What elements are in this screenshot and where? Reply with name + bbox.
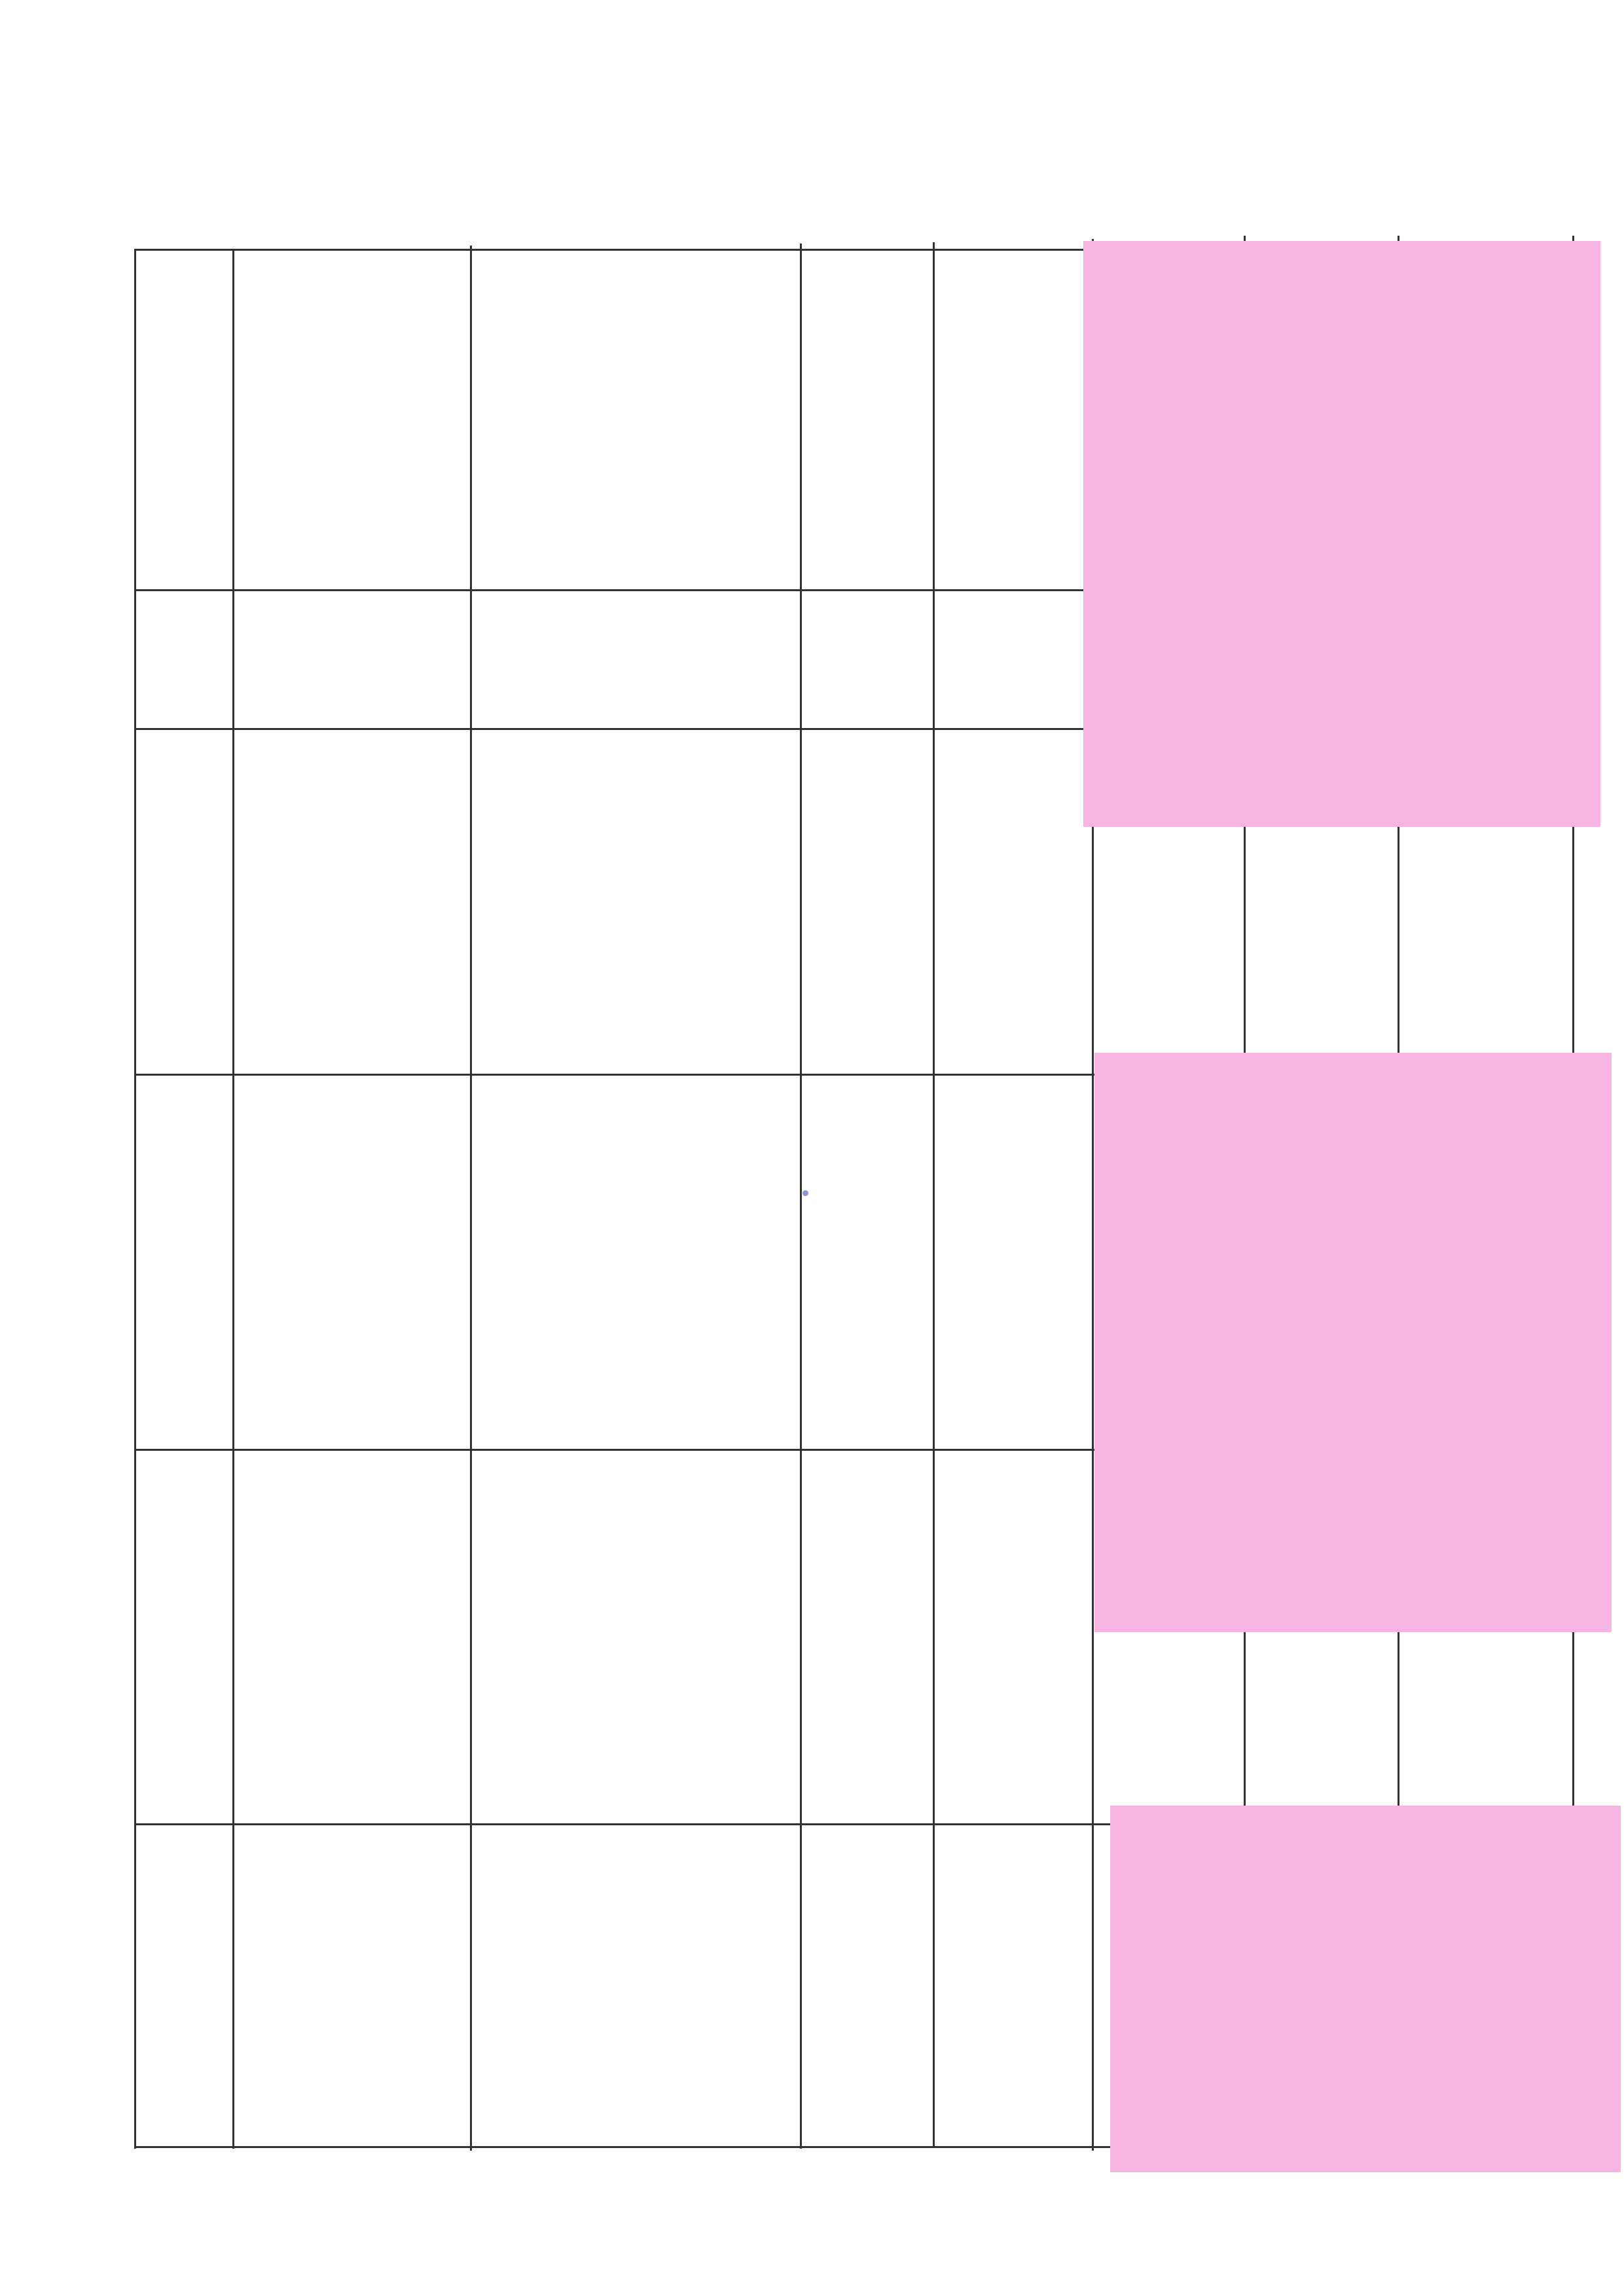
table-border-left <box>134 250 136 2149</box>
redaction-sticky-note <box>1083 241 1600 827</box>
column-divider <box>470 246 472 2151</box>
column-divider <box>800 244 802 2149</box>
redaction-sticky-note <box>1110 1806 1621 2172</box>
column-divider <box>232 250 234 2149</box>
scan-speck <box>803 1190 808 1196</box>
column-divider <box>933 242 935 2147</box>
redaction-sticky-note <box>1094 1053 1612 1632</box>
